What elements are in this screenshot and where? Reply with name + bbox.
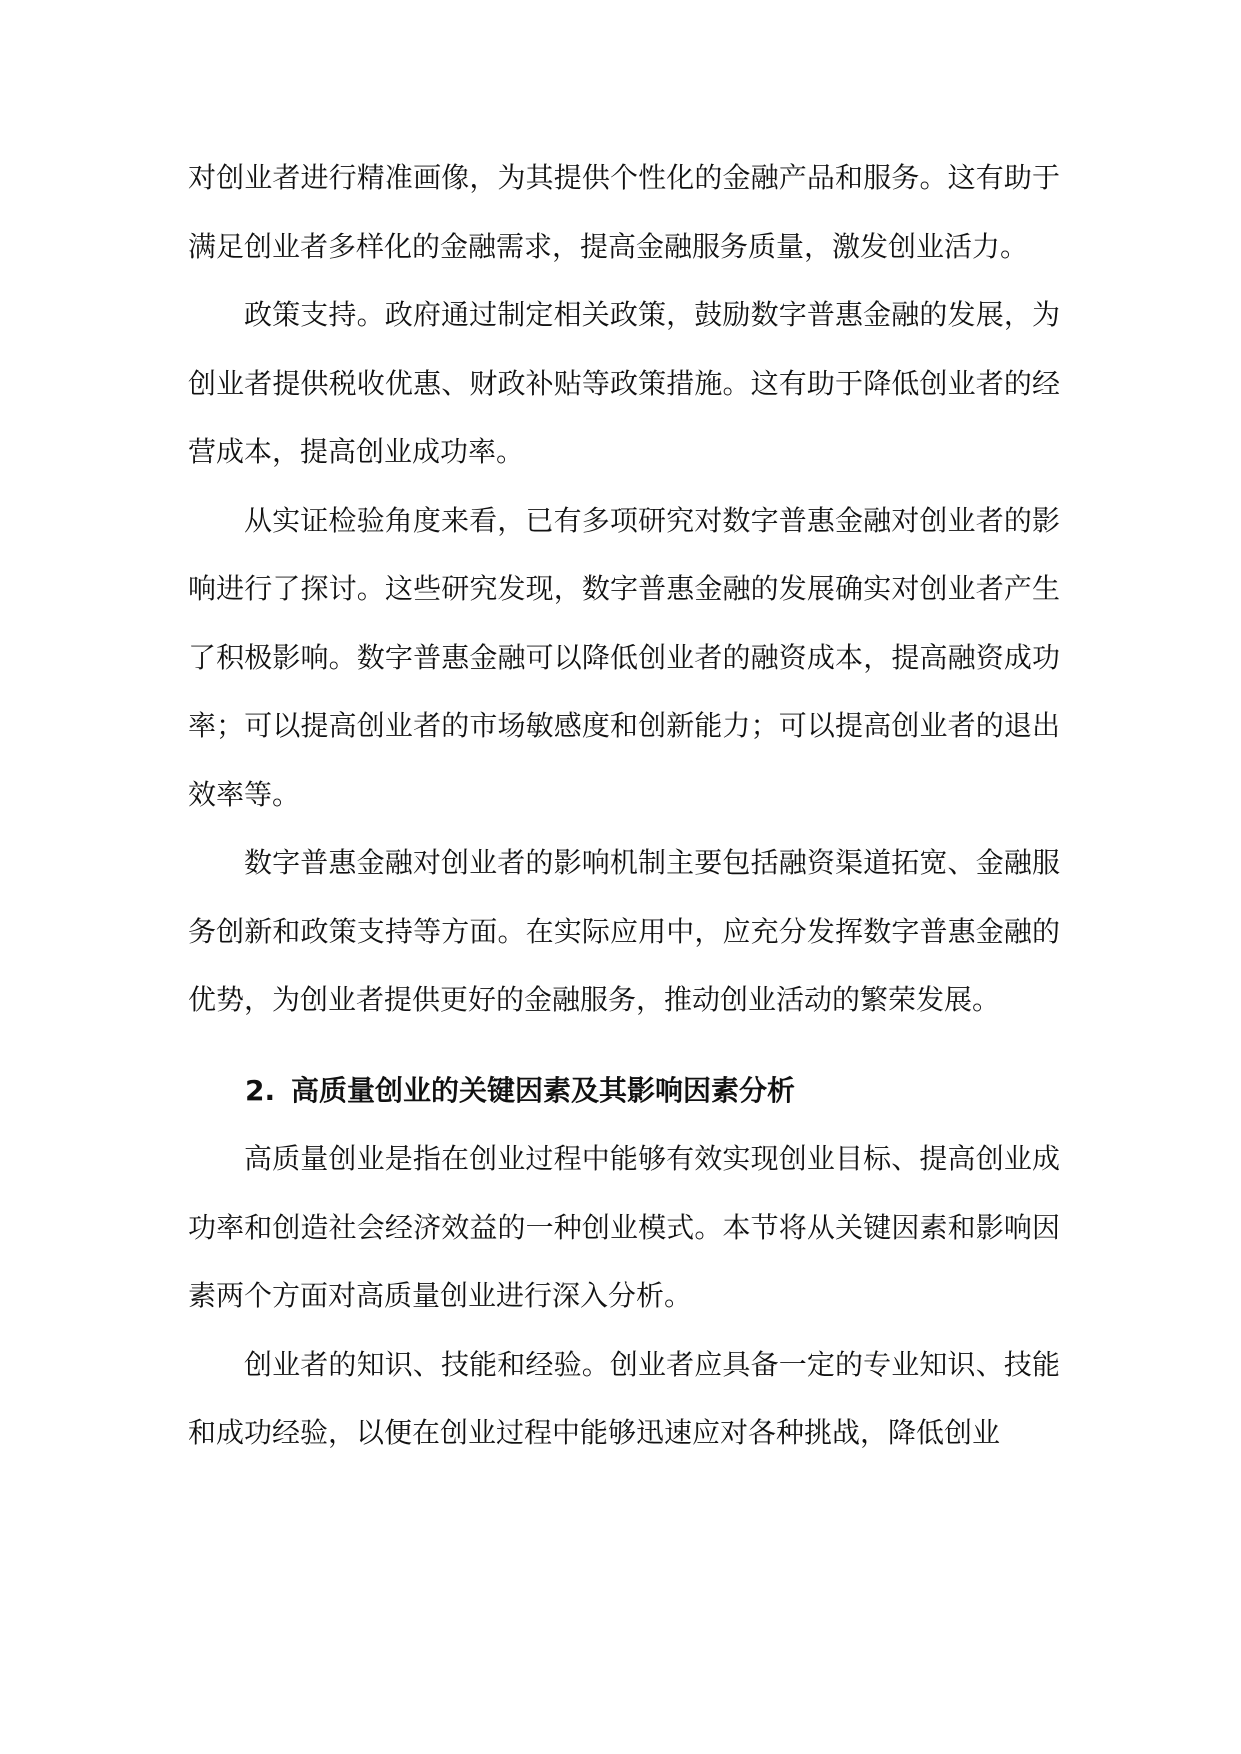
paragraph-definition: 高质量创业是指在创业过程中能够有效实现创业目标、提高创业成功率和创造社会经济效益的一种创业模式。本节将从关键因素和影响因素两个方面对高质量创业进行深入分析。 — [188, 1142, 1060, 1312]
document-body — [188, 144, 1060, 1468]
section-number: 2. — [245, 1073, 276, 1107]
paragraph-policy-support: 政策支持。政府通过制定相关政策，鼓励数字普惠金融的发展，为创业者提供税收优惠、财政补贴等政策措施。这有助于降低创业者的经营成本，提高创业成功率。 — [188, 298, 1060, 468]
paragraph-empirical-evidence: 从实证检验角度来看，已有多项研究对数字普惠金融对创业者的影响进行了探讨。这些研究发现，数字普惠金融的发展确实对创业者产生了积极影响。数字普惠金融可以降低创业者的融资成本，提高融资成功率；可以提高创业者的市场敏感度和创新能力；可以提高创业者的退出效率等。 — [188, 503, 1060, 811]
paragraph-knowledge-skills: 创业者的知识、技能和经验。创业者应具备一定的专业知识、技能和成功经验，以便在创业过程中能够迅速应对各种挑战，降低创业 — [188, 1347, 1060, 1449]
paragraph-mechanism-summary: 数字普惠金融对创业者的影响机制主要包括融资渠道拓宽、金融服务创新和政策支持等方面。在实际应用中，应充分发挥数字普惠金融的优势，为创业者提供更好的金融服务，推动创业活动的繁荣发展。 — [188, 846, 1060, 1016]
paragraph-continuation: 对创业者进行精准画像，为其提供个性化的金融产品和服务。这有助于满足创业者多样化的金融需求，提高金融服务质量，激发创业活力。 — [188, 161, 1060, 263]
section-title: 高质量创业的关键因素及其影响因素分析 — [291, 1073, 796, 1107]
section-heading — [188, 1057, 1060, 1126]
